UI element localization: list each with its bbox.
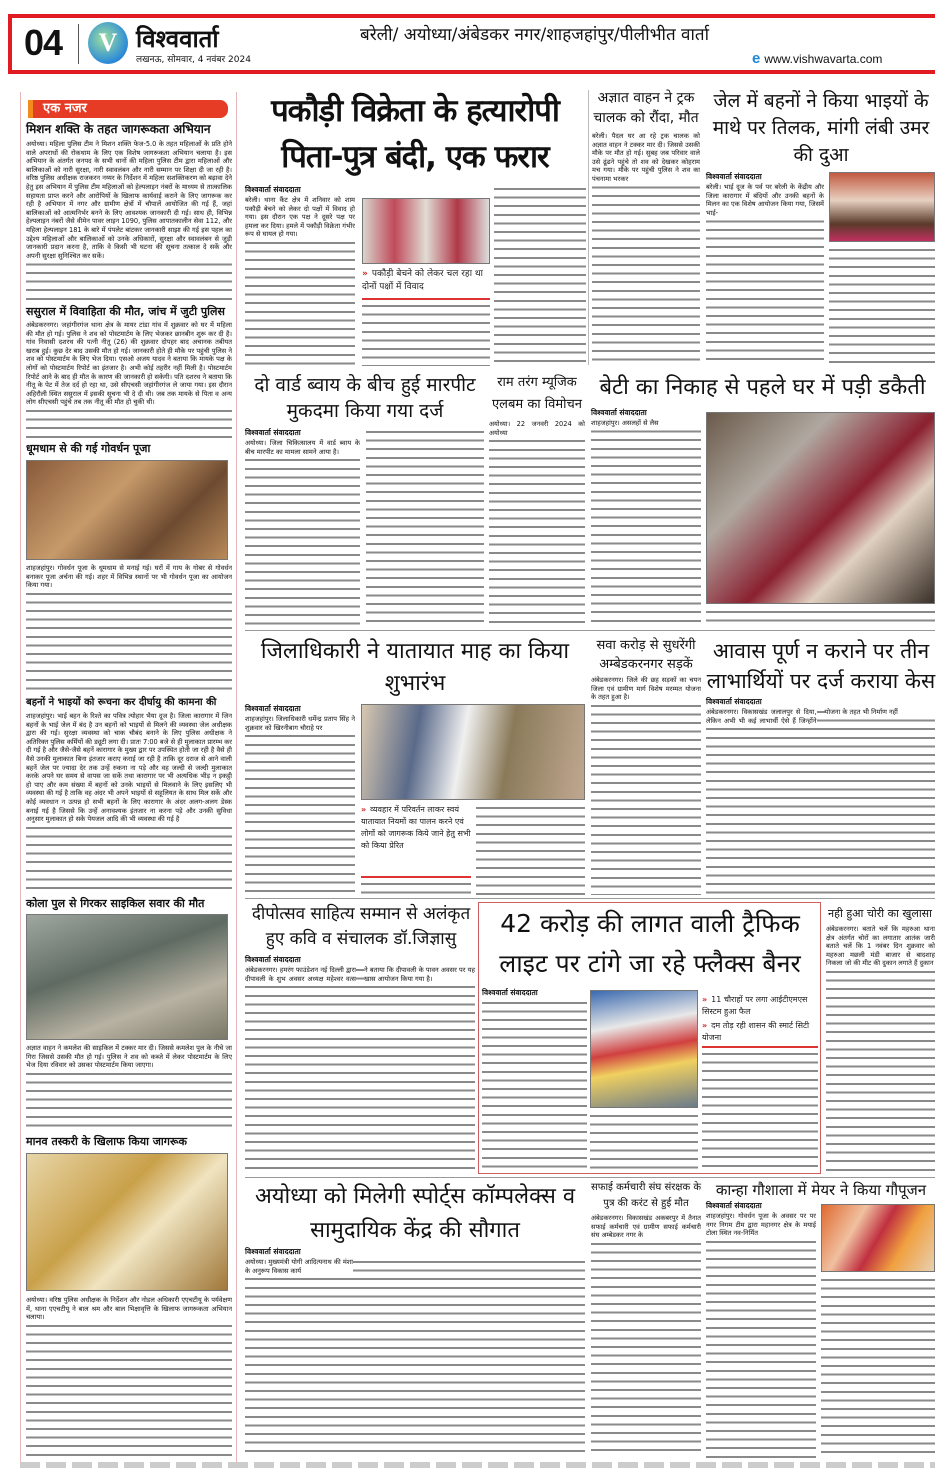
article-body: शाहजहांपुर। गोवर्धन पूजा के धूमधाम से मनाई गई। घरों में गाय के गोबर से गोवर्धन बनाकर पूजा अर्चना की गई। शहर में विभिन्न स्थानों पर भी गोवर्धन पूजा का आयोजन किया गया।	[26, 564, 232, 692]
divider	[245, 1177, 935, 1178]
pull-quote: » व्यवहार में परिवर्तन लाकर स्वयं यातायात नियमों का पालन करने एवं लोगों को जागरूक किये जाने हेतु सभी को किया प्रेरित	[361, 805, 471, 850]
article-body	[702, 1050, 818, 1171]
article-body: अंबेडकरनगर। विकासखंड अकबरपुर में तैनात सफाई कर्मचारी एवं ग्रामीण सफाई कर्मचारी संघ अम्बेडकर नगर के	[591, 1214, 701, 1458]
article-body: शाहजहांपुर। असलहों से लैस	[591, 419, 701, 625]
photo-robbery	[706, 412, 935, 604]
article-body: बरेली। थाना कैंट क्षेत्र में शनिवार को शाम पकौड़ी बेचने को लेकर दो पक्षों में विवाद हो गया। इस दौरान एक पक्ष ने दूसरे पक्ष पर हमला कर दिया। हमले में पकौड़ी विक्रेता गंभीर रूप से घायल हो गया।	[245, 196, 355, 366]
article-body: अयोध्या। वरिष्ठ पुलिस अधीक्षक के निर्देशन और नोडल अधिकारी एएचटीयू के पर्यवेक्षण में, थाना एएचटीयू ने बाल श्रम और बाल भिक्षावृत्ति के खिलाफ जागरूकता अभियान चलाया।	[26, 1296, 232, 1456]
headline: मिशन शक्ति के तहत जागरूकता अभियान	[26, 122, 211, 136]
article-body: अंबेडकरनगर। बताते चलें कि महरुआ थाना क्षेत्र अंतर्गत चोरों का लगातार आतंक जारी बताते चलें कि 1 नवंबर दिन शुक्रवार को महरुआ मछली मंडी बाजार से बादशाह निकला जो की मीट की दुकान लगाते हैं दुकान	[826, 925, 935, 1171]
website-link[interactable]	[752, 50, 882, 67]
byline: विश्ववार्ता संवाददाता	[245, 428, 360, 440]
divider	[702, 1046, 818, 1048]
quote-marks-icon: »	[362, 269, 368, 279]
byline: विश्ववार्ता संवाददाता	[591, 408, 701, 420]
ek-nazar-banner: एक नजर	[28, 100, 228, 118]
article-body: अयोध्या। 22 जनवरी 2024 को अयोध्या	[489, 420, 585, 625]
photo-awareness	[26, 1153, 228, 1291]
photo-gaupujan	[821, 1204, 935, 1272]
article-body	[482, 999, 587, 1171]
article-body: अज्ञात वाहन ने कमलेश की साइकिल में टक्कर मार दी। जिससे कमलेश पुल के नीचे जा गिरा जिससे उसकी मौत हो गई। पुलिस ने शव को कब्जे में लेकर पोस्टमार्टम के लिए भेज दिया रविवार को उसका पोस्टमार्टम किया जाएगा।	[26, 1044, 232, 1132]
headline: सवा करोड़ से सुधरेंगी अम्बेडकरनगर सड़कें	[596, 638, 696, 672]
byline: विश्ववार्ता संवाददाता	[706, 1201, 816, 1213]
article-body	[829, 246, 935, 365]
section-title: बरेली/ अयोध्या/अंबेडकर नगर/शाहजहांपुर/पीलीभीत वार्ता	[360, 25, 709, 45]
article-body	[362, 302, 490, 366]
headline: जेल में बहनों ने किया भाइयों के माथे पर तिलक, मांगी लंबी उमर की दुआ	[712, 90, 930, 166]
photo-flex-banner	[590, 990, 698, 1108]
headline: धूमधाम से की गई गोवर्धन पूजा	[26, 442, 151, 455]
article-body: अयोध्या। जिला चिकित्सालय में वार्ड ब्वाय के बीच मारपीट का मामला सामने आया है।	[245, 439, 360, 625]
byline: विश्ववार्ता संवाददाता	[245, 955, 355, 967]
brand-logo-icon: V	[88, 22, 128, 64]
quote-marks-icon: »	[702, 995, 708, 1004]
dateline: लखनऊ, सोमवार, 4 नवंबर 2024	[136, 55, 251, 65]
article-body: अयोध्या। मुख्यमंत्री योगी आदित्यनाथ की मंशा के अनुरूप विकास कार्य	[245, 1258, 585, 1458]
divider	[78, 24, 79, 64]
headline: जिलाधिकारी ने यातायात माह का किया शुभारंभ	[260, 639, 570, 696]
divider	[361, 876, 471, 878]
headline: दो वार्ड ब्वाय के बीच हुई मारपीट मुकदमा किया गया दर्ज	[254, 374, 476, 422]
website-url: www.vishwavarta.com	[764, 52, 883, 66]
divider	[362, 298, 490, 300]
article-body: अंबेडकरनगर। जिले की छह सड़कों का चयन जिला एवं ग्रामीण मार्ग विशेष मरम्मत योजना के तहत हुआ है।	[591, 676, 701, 895]
headline: बहनों ने भाइयों को रूचना कर दीर्घायु की कामना की	[26, 697, 217, 708]
article-body	[361, 880, 471, 895]
article-body: अंबेडकरनगर। हमरंग फाउंडेशन नई दिल्ली द्वारा दीपावली के शुभ अवसर अध्यक्ष महेश्वर वत्स ने बताया कि दीपावली के पावन अवसर पर यह खास आयोजन किया गया है।	[245, 966, 475, 1171]
article-body: बरेली। भाई दूज के पर्व पर बरेली के केंद्रीय और जिला कारागार में बंदियों और उनकी बहनों के मिलन का एक विशेष आयोजन किया गया, जिसमें भाई-	[706, 183, 824, 365]
pull-quote: » दम तोड़ रही शासन की स्मार्ट सिटी योजना	[702, 1021, 810, 1042]
headline: कोला पुल से गिरकर साइकिल सवार की मौत	[26, 897, 205, 910]
article-body: शाहजहांपुर। जिलाधिकारी धर्मेन्द्र प्रताप सिंह ने शुक्रवार को खिरनीबाग चौराहे पर	[245, 715, 355, 895]
article-body	[476, 804, 585, 895]
lead-headline: पकौड़ी विक्रेता के हत्यारोपी पिता-पुत्र बंदी, एक फरार	[271, 93, 559, 175]
byline: विश्ववार्ता संवाददाता	[482, 988, 587, 1000]
photo-accused	[362, 198, 490, 264]
headline: 42 करोड़ की लागत वाली ट्रैफिक लाइट पर टांगे जा रहे फ्लैक्स बैनर	[499, 909, 801, 978]
footer-strip	[20, 1462, 935, 1468]
headline: कान्हा गौशाला में मेयर ने किया गौपूजन	[715, 1181, 927, 1199]
headline: अज्ञात वाहन ने ट्रक चालक को रौंदा, मौत	[593, 90, 699, 126]
article-body: अंबेडकरनगर। जहांगीरगंज थाना क्षेत्र के मायर टांडा गांव में शुक्रवार को घर में महिला की मौत हो गई। पुलिस ने शव को पोस्टमार्टम के लिए भेजकर छानबीन शुरू कर दी है। गांव निवासी दशरथ की पत्नी नीतू (26) की शुक्रवार दोपहर बाद अचानक तबीयत खराब हुई। कुछ देर बाद उसकी मौत हो गई। जानकारी होते ही मौके पर पहुंची पुलिस ने शव को पोस्टमार्टम के लिए भेज दिया। एसओ अजय यादव ने बताया कि मायके पक्ष के लोगों को पोस्टमार्टम रिपोर्ट का इंतजार है। अभी कोई तहरीर नहीं मिली है। पोस्टमार्टम रिपोर्ट आने के बाद ही मौत के कारण की जानकारी हो सकेगी। पति दशरथ ने बताया कि नीतू के पेट में तेज दर्द हो रहा था, उसे सीएचसी जहांगीरगंज ले जाया गया। इस दौरान अहिरौली स्थित ससुराल में इसकी सूचना भी दे दी थी। जब तक मायके से पिता व अन्य लोग सीएचसी पहुंचे तब तक नीतू की मौत हो चुकी थी।	[26, 321, 232, 439]
photo-caption	[706, 608, 935, 626]
headline: सफाई कर्मचारी संघ संरक्षक के पुत्र की करंट से हुई मौत	[590, 1182, 701, 1209]
browser-icon: e	[752, 50, 761, 67]
byline: विश्ववार्ता संवाददाता	[245, 185, 355, 197]
divider	[588, 90, 589, 365]
pull-quote: » पकौड़ी बेचने को लेकर चल रहा था दोनों पक्षों में विवाद	[362, 269, 483, 292]
quote-marks-icon: »	[702, 1021, 708, 1030]
headline: अयोध्या को मिलेगी स्पोर्ट्स कॉम्पलेक्स व सामुदायिक केंद्र की सौगात	[254, 1184, 576, 1243]
headline: राम तरंग म्यूजिक एलबम का विमोचन	[491, 375, 583, 412]
photo-kola-bridge	[26, 914, 228, 1040]
photo-jail	[829, 172, 935, 242]
article-body	[590, 1112, 698, 1171]
article-body	[366, 428, 484, 625]
photo-traffic-month	[361, 704, 585, 800]
brand-name: विश्ववार्ता	[136, 25, 219, 53]
divider	[245, 630, 935, 631]
headline: मानव तस्करी के खिलाफ किया जागरूक	[26, 1135, 187, 1148]
headline: बेटी का निकाह से पहले घर में पड़ी डकैती	[599, 375, 926, 400]
article-body: शाहजहांपुर। भाई बहन के रिश्ते का पवित्र त्योहार भैया दूज है। जिला कारागार में जिन बहनों के भाई जेल में बंद है उन बहनों को भाइयों से मिलने की व्यवस्था जेल अधीक्षक द्वारा की गई। सुरक्षा व्यवस्था को चाक चौबंद बनाने के लिए पुलिस अधीक्षक ने अतिरिक्त पुलिस कर्मियों की ड्यूटी लगा दी। प्रातः 7:00 बजे से ही मुलाकात प्रारम्भ कर दी गई है और जैसे-जैसे बहनें कारागार के मुख्य द्वार पर उपस्थित होती जा रही है वैसे ही वैसे उनकी मुलाकात बिना इंतजार कराए कराई जा रही है ताकि दूर दराज से आने वाली बहनें जेल पर ज्यादा देर तक उन्हें रुकना ना पड़े और वह जल्दी से जल्दी मुलाकात करके अपने घर समय से वापस जा सकें तथा कारागार पर भी अत्यधिक भीड़ न इकट्ठी हो पाए और कम संख्या में बहनों को उनके भाइयों से मिलवाने के लिए इसलिए भी व्यवस्था की गई है ताकि वह अंदर भी अपने भाइयों से सहूलियत के साथ मिल सकें और कोई व्यवधान न उत्पन्न हो सभी बहनों के लिए कारागार के अंदर अलग-अलग डेस्क बनाई गई है जिससे कि उन्हें अनावश्यक इंतजार ना करना पड़े और उनकी सुविधा अनुसार मुलाकात हो सके पेयजल आदि की भी व्यवस्था की गई है	[26, 712, 232, 894]
quote-marks-icon: »	[361, 805, 367, 814]
byline: विश्ववार्ता संवाददाता	[245, 704, 355, 716]
article-body	[494, 185, 586, 366]
article-body: अयोध्या। महिला पुलिस टीम ने मिशन शक्ति फेज-5.0 के तहत महिलाओं के प्रति होने वाले अपराधों की रोकथाम के लिए एक विशेष जागरूकता अभियान चलाया है। इस अभियान के अंतर्गत जनपद के सभी थानों की महिला पुलिस टीम द्वारा महिलाओं और बालिकाओं को नारी सुरक्षा, नारी स्वावलंबन और नारी सम्मान पर शिक्षा दी जा रही है। वरिष्ठ पुलिस अधीक्षक राजकरन नय्यर के निर्देशन में महिला सशक्तिकरण को बढ़ावा देने हेतु इस अभियान में पुलिस टीम महिलाओं को हेल्पलाइन नंबरों के माध्यम से तात्कालिक सहायता प्राप्त करने और आरोपियों के खिलाफ कार्यवाई कराने के लिए जागरूक कर रही है अभियान में नगर और ग्रामीण क्षेत्रों में चौपालें आयोजित की गई हैं, जहां बालिकाओं को आत्मनिर्भर बनने के लिए आवश्यक जानकारी दी गई। साथ ही, विभिन्न हेल्पलाइन नंबरों जैसे वीमेन पावर लाइन 1090, पुलिस आपातकालीन सेवा 112, और महिला हेल्पलाइन 181 के बारे में पंपलेट बांटकर जानकारी साझा की गई इस पहल का उद्देश्य महिलाओं और बालिकाओं को उनके अधिकारों, सुरक्षा और स्वावलंबन से जुड़ी जानकारी प्रदान करना है, ताकि वे किसी भी घटना की सूचना तत्काल दे सकें और अपनी सुरक्षा सुनिश्चित कर सकें।	[26, 140, 232, 302]
byline: विश्ववार्ता संवाददाता	[245, 1247, 355, 1259]
headline: नही हुआ चोरी का खुलासा	[828, 907, 932, 920]
page-number: 04	[24, 22, 63, 63]
headline: ससुराल में विवाहिता की मौत, जांच में जुटी पुलिस	[26, 305, 225, 318]
headline: आवास पूर्ण न कराने पर तीन लाभार्थियों पर दर्ज कराया केस	[706, 639, 936, 693]
divider	[245, 898, 935, 899]
article-body: अंबेडकरनगर। विकासखंड जलालपुर से दिया, लेकिन अभी भी कई लाभार्थी ऐसे हैं जिन्होंने योजना के तहत भी निर्माण नहीं	[706, 708, 935, 895]
pull-quote: » 11 चौराहों पर लगा आईटीएमएस सिस्टम हुआ फैल	[702, 995, 808, 1016]
article-body: बरेली। पैदल घर आ रहे ट्रक चालक को अज्ञात वाहन ने टक्कर मार दी। जिससे उसकी मौके पर मौत हो गई। सुबह जब परिवार वाले उसे ढूंढने पहुंचे तो शव को देखकर कोहराम मच गया। मौके पर पहुंची पुलिस ने शव का पंचनामा भरकर	[592, 132, 700, 366]
article-body	[821, 1276, 935, 1458]
article-body: शाहजहांपुर। गोवर्धन पूजा के अवसर पर पर नगर निगम टीम द्वारा महानगर क्षेत्र के मयाई टोला स्थित नव-निर्मित	[706, 1212, 816, 1458]
photo-govardhan-puja	[26, 460, 228, 560]
byline: विश्ववार्ता संवाददाता	[706, 172, 824, 184]
byline: विश्ववार्ता संवाददाता	[706, 697, 816, 709]
headline: दीपोत्सव साहित्य सम्मान से अलंकृत हुए कवि व संचालक डॉ.जिज्ञासु	[251, 904, 471, 949]
